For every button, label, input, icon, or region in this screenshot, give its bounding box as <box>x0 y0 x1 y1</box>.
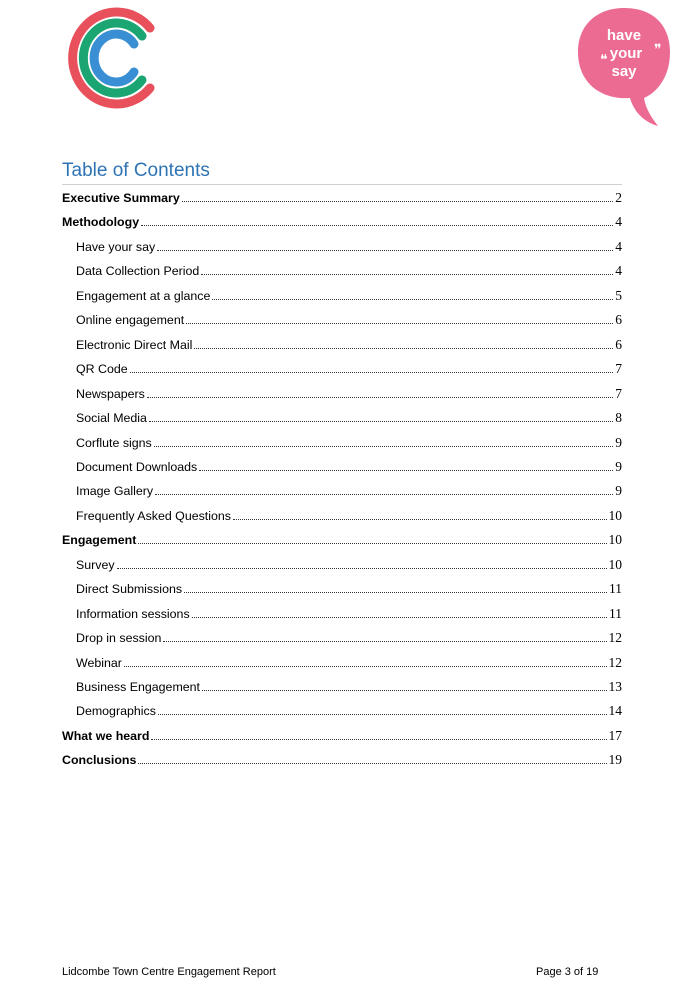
toc-entry-title: QR Code <box>76 362 128 377</box>
bubble-line-3: say <box>611 63 637 80</box>
toc-title-divider <box>62 184 622 185</box>
toc-entry-title: Executive Summary <box>62 191 180 205</box>
toc-leader-dots <box>194 347 613 349</box>
toc-entry-page: 9 <box>615 483 622 499</box>
toc-entry-title: Demographics <box>76 704 156 719</box>
toc-entry-page: 6 <box>615 336 622 352</box>
toc-entry-page: 4 <box>615 238 622 254</box>
toc-entry-title: What we heard <box>62 728 150 743</box>
have-your-say-bubble-icon <box>574 6 674 128</box>
toc-leader-dots <box>157 249 613 251</box>
toc-leader-dots <box>138 542 606 544</box>
bubble-line-2: your <box>609 45 643 62</box>
toc-entry[interactable] <box>76 431 622 451</box>
toc-entry-title: Conclusions <box>62 753 137 768</box>
toc-entry-page: 17 <box>608 727 622 743</box>
toc-entry-title: Direct Submissions <box>76 582 183 597</box>
toc-entry-title: Engagement <box>62 533 137 548</box>
toc-entry[interactable] <box>62 210 622 230</box>
toc-leader-dots <box>117 567 607 569</box>
toc-entry-page: 7 <box>615 361 622 377</box>
toc-entry[interactable] <box>76 479 622 499</box>
toc-entry[interactable] <box>76 675 622 695</box>
toc-entry[interactable] <box>62 748 622 768</box>
toc-entry-page: 10 <box>608 507 622 523</box>
toc-entry-page: 11 <box>609 605 622 621</box>
toc-leader-dots <box>184 591 607 593</box>
toc-entry-title: Image Gallery <box>76 484 154 499</box>
toc-leader-dots <box>158 713 607 715</box>
footer-page-number: Page 3 of 19 <box>536 966 599 978</box>
toc-entry-title: Methodology <box>62 215 140 230</box>
toc-entry[interactable] <box>76 602 622 622</box>
footer-report-title: Lidcombe Town Centre Engagement Report <box>62 966 276 978</box>
toc-entry-title: Frequently Asked Questions <box>76 508 231 523</box>
toc-leader-dots <box>202 689 607 691</box>
toc-entry-title: Business Engagement <box>76 680 200 694</box>
toc-leader-dots <box>192 616 607 618</box>
toc-leader-dots <box>149 420 613 422</box>
toc-entry-title: Webinar <box>76 655 122 670</box>
toc-entry[interactable] <box>62 528 622 548</box>
toc-entry[interactable] <box>76 626 622 646</box>
toc-leader-dots <box>233 518 607 520</box>
toc-leader-dots <box>154 445 613 447</box>
toc-entry-page: 14 <box>608 703 622 719</box>
toc-entry[interactable] <box>76 406 622 426</box>
toc-entry[interactable] <box>76 235 622 255</box>
council-c-logo-icon <box>66 6 160 110</box>
toc-entry[interactable] <box>62 186 622 206</box>
toc-leader-dots <box>147 396 613 398</box>
toc-entry-title: Electronic Direct Mail <box>76 337 193 352</box>
toc-entry[interactable] <box>76 504 622 524</box>
svg-text:❞: ❞ <box>654 43 662 58</box>
bubble-line-1: have <box>606 27 642 44</box>
toc-entry-page: 4 <box>615 263 622 279</box>
toc-leader-dots <box>186 322 613 324</box>
toc-title: Table of Contents <box>62 160 210 181</box>
toc-entry-page: 10 <box>608 532 622 548</box>
toc-leader-dots <box>199 469 613 471</box>
toc-entry[interactable] <box>76 333 622 353</box>
toc-leader-dots <box>212 298 613 300</box>
toc-entry-page: 11 <box>609 581 622 597</box>
toc-entry-title: Information sessions <box>76 606 190 621</box>
toc-entry-page: 6 <box>615 312 622 328</box>
toc-entry-title: Corflute signs <box>76 435 152 450</box>
toc-entry[interactable] <box>76 553 622 573</box>
toc-entry-page: 12 <box>608 654 622 670</box>
toc-entry-page: 4 <box>615 214 622 230</box>
toc-leader-dots <box>155 493 613 495</box>
toc-entry-title: Online engagement <box>76 313 185 328</box>
toc-leader-dots <box>130 371 614 373</box>
toc-entry-title: Social Media <box>76 411 147 426</box>
svg-text:❝: ❝ <box>600 53 608 68</box>
toc-leader-dots <box>182 200 613 202</box>
toc-leader-dots <box>141 224 613 226</box>
toc-entry-page: 8 <box>615 410 622 426</box>
toc-entry[interactable] <box>76 308 622 328</box>
toc-entry[interactable] <box>76 357 622 377</box>
toc-entry[interactable] <box>76 455 622 475</box>
toc-entry-page: 10 <box>608 556 622 572</box>
toc-entry-page: 12 <box>608 630 622 646</box>
toc-entry-title: Data Collection Period <box>76 264 200 279</box>
toc-entry-title: Engagement at a glance <box>76 288 211 303</box>
toc-entry[interactable] <box>76 699 622 719</box>
toc-entry-title: Have your say <box>76 239 156 254</box>
toc-entry-page: 9 <box>615 458 622 474</box>
toc-entry[interactable] <box>76 382 622 402</box>
toc-entry-page: 9 <box>615 434 622 450</box>
toc-entry-title: Newspapers <box>76 386 145 401</box>
toc-entry-page: 2 <box>615 190 622 205</box>
toc-entry-page: 19 <box>608 752 622 768</box>
toc-leader-dots <box>151 738 606 740</box>
toc-entry[interactable] <box>62 724 622 744</box>
toc-entry[interactable] <box>76 577 622 597</box>
toc-entry[interactable] <box>76 284 622 304</box>
toc-entry-title: Drop in session <box>76 631 162 646</box>
toc-entry-title: Survey <box>76 557 115 572</box>
toc-leader-dots <box>138 762 606 764</box>
toc-leader-dots <box>163 640 606 642</box>
toc-entry[interactable] <box>76 651 622 671</box>
toc-entry-page: 7 <box>615 385 622 401</box>
toc-entry-page: 5 <box>615 287 622 303</box>
toc-entry-title: Document Downloads <box>76 459 198 474</box>
toc-entry-page: 13 <box>608 679 622 694</box>
toc-entry[interactable] <box>76 259 622 279</box>
toc-leader-dots <box>124 665 607 667</box>
toc-leader-dots <box>201 273 613 275</box>
